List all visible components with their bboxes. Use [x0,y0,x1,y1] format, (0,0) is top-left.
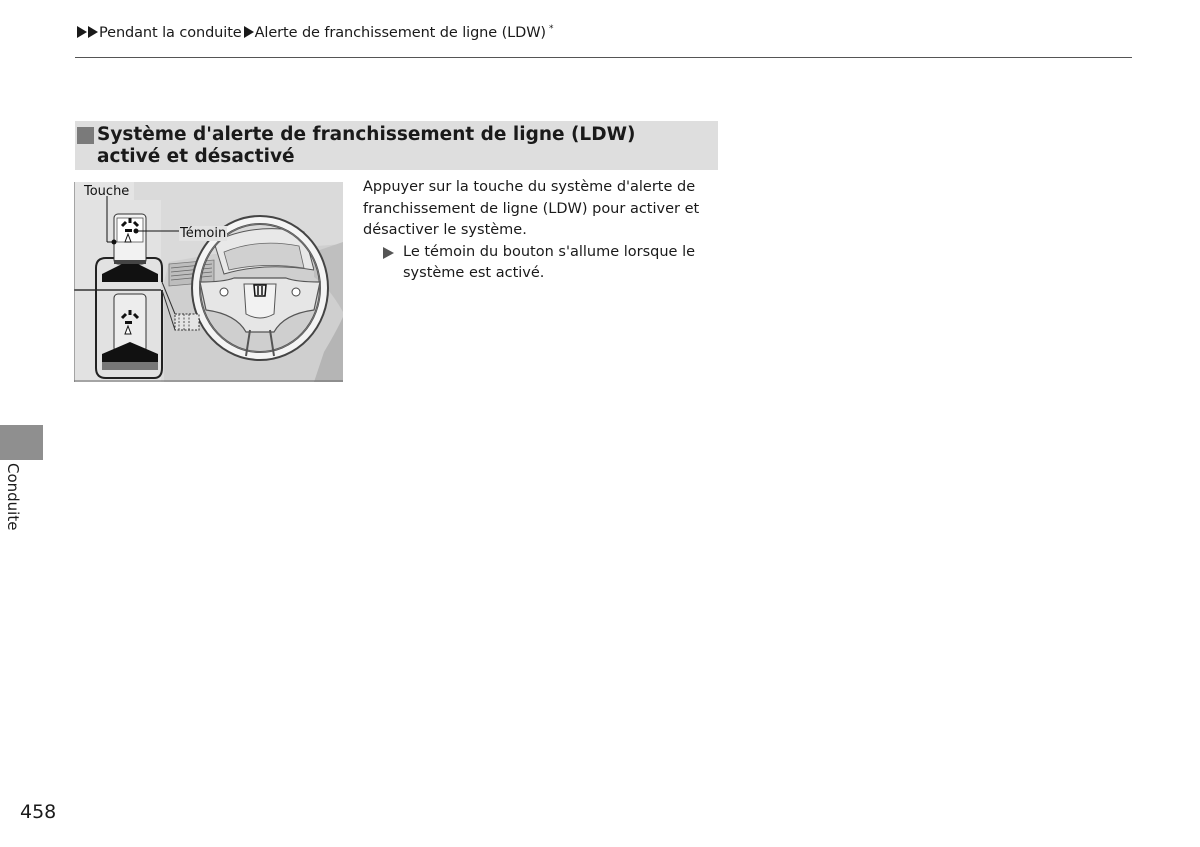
breadcrumb-arrow-icon [88,26,98,38]
label-button: Touche [84,184,130,199]
header-rule [75,57,1132,58]
chapter-tab-label: Conduite [4,463,22,531]
footnote-mark: * [549,24,554,34]
breadcrumb [77,24,553,41]
breadcrumb-item[interactable]: Pendant la conduite [99,25,242,41]
page-number: 458 [20,801,57,823]
dashboard-illustration [74,182,343,382]
paragraph: Appuyer sur la touche du système d'alerte de franchissement de ligne (LDW) pour activer et désactiver le système. [363,179,700,238]
bullet-item [363,242,703,285]
section-marker-icon [77,127,94,144]
body-text [363,177,703,285]
label-indicator: Témoin [180,226,227,241]
bullet-arrow-icon [383,247,394,259]
chapter-tab [0,425,43,460]
section-title: Système d'alerte de franchissement de ligne (LDW) activé et désactivé [97,124,636,167]
breadcrumb-arrow-icon [77,26,87,38]
breadcrumb-item[interactable]: Alerte de franchissement de ligne (LDW) [254,25,546,41]
ldw-button-illustration [74,182,343,382]
section-header [75,121,718,170]
bullet-text: Le témoin du bouton s'allume lorsque le système est activé. [403,243,696,281]
breadcrumb-arrow-icon [244,26,254,38]
